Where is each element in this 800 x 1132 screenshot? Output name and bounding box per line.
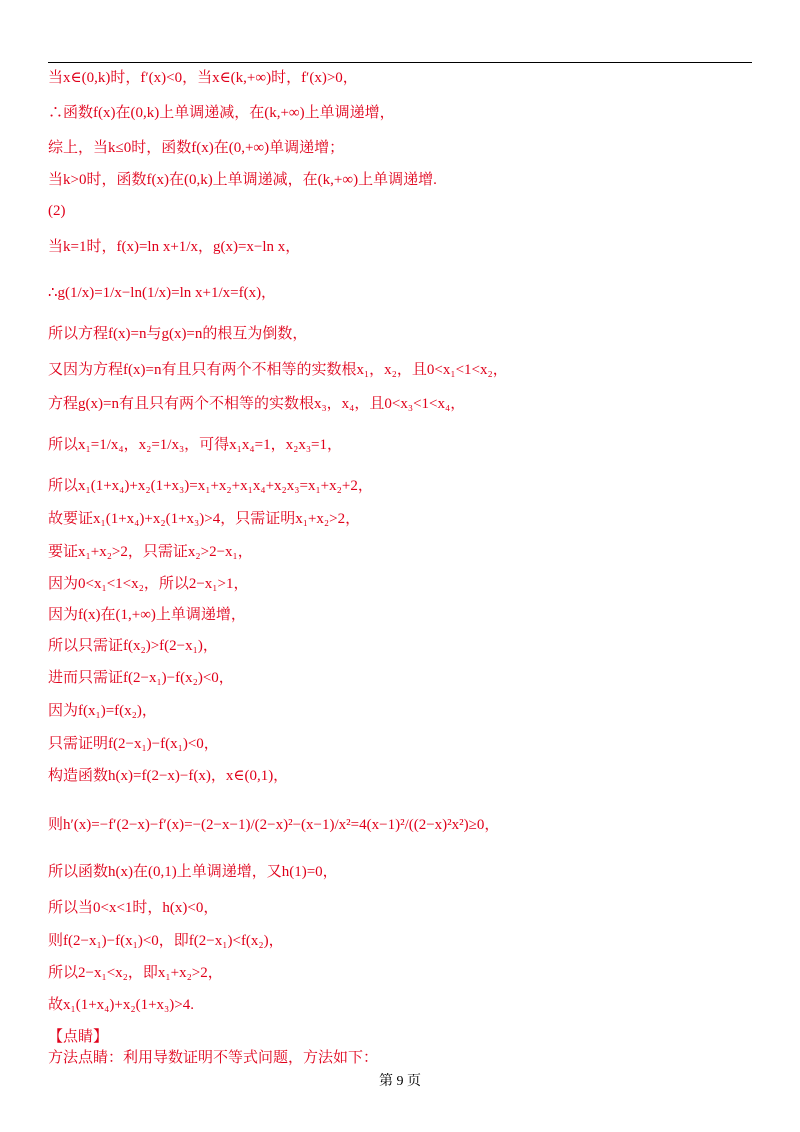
text-line: 要证x₁+x₂>2，只需证x₂>2−x₁， xyxy=(48,544,253,560)
text-line: 方法点睛：利用导数证明不等式问题，方法如下： xyxy=(48,1050,379,1066)
text-line: 综上，当k≤0时，函数f(x)在(0,+∞)单调递增； xyxy=(48,140,345,156)
text-line: 则h′(x)=−f′(2−x)−f′(x)=−(2−x−1)/(2−x)²−(x−1)/x²=4(x−1)²/((2−x)²x²)≥0， xyxy=(48,817,500,833)
text-line: 方程g(x)=n有且只有两个不相等的实数根x₃，x₄，且0<x₃<1<x₄， xyxy=(48,396,466,412)
text-line: 所以方程f(x)=n与g(x)=n的根互为倒数， xyxy=(48,326,308,342)
text-line: 所以x₁=1/x₄，x₂=1/x₃，可得x₁x₄=1，x₂x₃=1， xyxy=(48,437,343,453)
text-line: 因为0<x₁<1<x₂，所以2−x₁>1， xyxy=(48,576,249,592)
text-line: 所以x₁(1+x₄)+x₂(1+x₃)=x₁+x₂+x₁x₄+x₂x₃=x₁+x₂+2， xyxy=(48,478,373,494)
text-line: 所以2−x₁<x₂，即x₁+x₂>2， xyxy=(48,965,223,981)
text-line: 因为f(x₁)=f(x₂)， xyxy=(48,703,157,719)
text-line: 构造函数h(x)=f(2−x)−f(x)，x∈(0,1)， xyxy=(48,768,289,784)
text-line: 又因为方程f(x)=n有且只有两个不相等的实数根x₁，x₂，且0<x₁<1<x₂， xyxy=(48,362,508,378)
text-line: 只需证明f(2−x₁)−f(x₁)<0， xyxy=(48,736,219,752)
text-line: 当k>0时，函数f(x)在(0,k)上单调递减，在(k,+∞)上单调递增. xyxy=(48,172,437,188)
text-line: 所以当0<x<1时，h(x)<0， xyxy=(48,900,219,916)
text-line: 故要证x₁(1+x₄)+x₂(1+x₃)>4，只需证明x₁+x₂>2， xyxy=(48,511,361,527)
text-line: 所以只需证f(x₂)>f(2−x₁)， xyxy=(48,638,218,654)
text-line: 所以函数h(x)在(0,1)上单调递增，又h(1)=0， xyxy=(48,864,338,880)
text-line: 因为f(x)在(1,+∞)上单调递增， xyxy=(48,607,246,623)
page-number: 第 9 页 xyxy=(379,1074,421,1089)
text-line: 则f(2−x₁)−f(x₁)<0，即f(2−x₁)<f(x₂)， xyxy=(48,933,284,949)
text-line: ∴g(1/x)=1/x−ln(1/x)=ln x+1/x=f(x)， xyxy=(48,285,277,301)
part-label: (2) xyxy=(48,203,66,219)
text-line: 当x∈(0,k)时，f′(x)<0，当x∈(k,+∞)时，f′(x)>0， xyxy=(48,70,358,86)
header-rule xyxy=(48,62,752,63)
text-line: ∴函数f(x)在(0,k)上单调递减，在(k,+∞)上单调递增， xyxy=(48,105,395,121)
section-heading: 【点睛】 xyxy=(48,1029,109,1045)
text-line: 当k=1时，f(x)=ln x+1/x，g(x)=x−ln x， xyxy=(48,239,301,255)
text-line: 进而只需证f(2−x₁)−f(x₂)<0， xyxy=(48,670,234,686)
text-line: 故x₁(1+x₄)+x₂(1+x₃)>4. xyxy=(48,997,194,1013)
